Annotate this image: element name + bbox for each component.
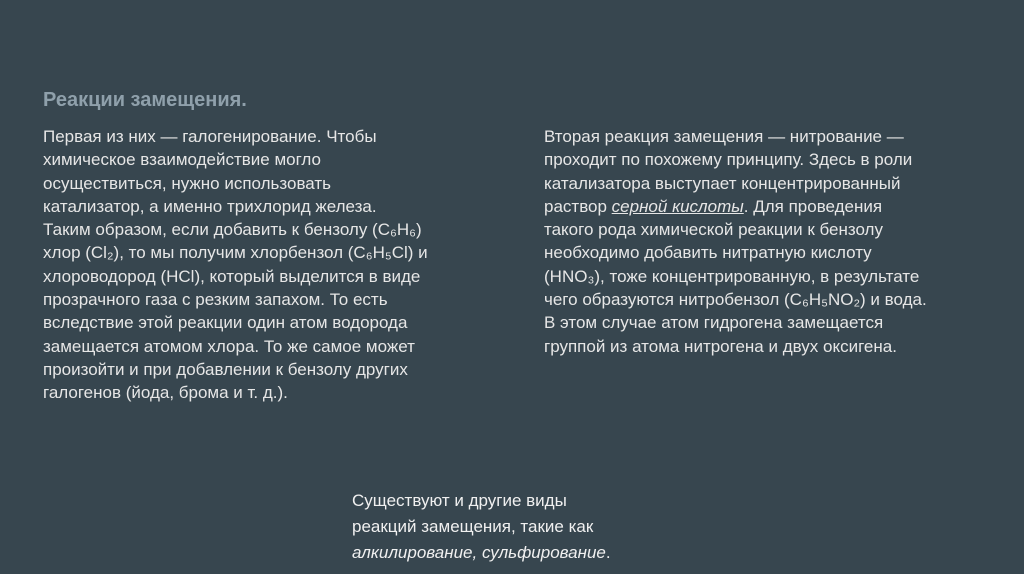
left-paragraph	[43, 125, 513, 405]
paragraph-line: хлор (Cl₂), то мы получим хлорбензол (C₆H₅Cl) и	[43, 243, 428, 263]
reaction-types: алкилирование, сульфирование	[352, 543, 606, 562]
right-paragraph	[544, 125, 994, 358]
paragraph-line	[544, 195, 994, 218]
inline-text: раствор	[544, 196, 612, 216]
note-line: реакций замещения, такие как	[352, 517, 594, 536]
paragraph-line: хлороводород (HCl), который выделится в виде	[43, 266, 421, 286]
section-heading: Реакции замещения.	[43, 89, 247, 111]
paragraph-line: Первая из них — галогенирование. Чтобы	[43, 127, 377, 146]
bottom-note	[352, 488, 712, 566]
paragraph-line: вследствие этой реакции один атом водорода	[43, 313, 408, 333]
sulfuric-acid-link[interactable]: серной кислоты	[611, 196, 744, 216]
paragraph-line: чего образуются нитробензол (C₆H₅NO₂) и вода.	[544, 290, 927, 310]
paragraph-line: произойти и при добавлении к бензолу других	[43, 359, 408, 379]
paragraph-line: Вторая реакция замещения — нитрование —	[544, 127, 904, 146]
note-period: .	[605, 543, 611, 562]
paragraph-line: такого рода химической реакции к бензолу	[544, 220, 883, 240]
paragraph-line: В этом случае атом гидрогена замещается	[544, 313, 884, 333]
paragraph-line: осуществиться, нужно использовать	[43, 173, 332, 193]
note-line: Существуют и другие виды	[352, 491, 567, 510]
paragraph-line: (HNO₃), тоже концентрированную, в результате	[544, 266, 920, 286]
paragraph-line: группой из атома нитрогена и двух оксигена.	[544, 336, 897, 356]
paragraph-line: проходит по похожему принципу. Здесь в роли	[544, 150, 913, 170]
paragraph-line: катализатора выступает концентрированный	[544, 173, 901, 193]
paragraph-line: галогенов (йода, брома и т. д.).	[43, 383, 288, 403]
paragraph-line: химическое взаимодействие могло	[43, 150, 322, 170]
paragraph-line: Таким образом, если добавить к бензолу (C₆H₆)	[43, 220, 422, 240]
paragraph-line: прозрачного газа с резким запахом. То есть	[43, 290, 388, 310]
paragraph-line: необходимо добавить нитратную кислоту	[544, 243, 872, 263]
inline-text: . Для проведения	[743, 196, 883, 216]
note-line	[352, 540, 712, 566]
paragraph-line: замещается атомом хлора. То же самое может	[43, 336, 415, 356]
paragraph-line: катализатор, а именно трихлорид железа.	[43, 196, 377, 216]
